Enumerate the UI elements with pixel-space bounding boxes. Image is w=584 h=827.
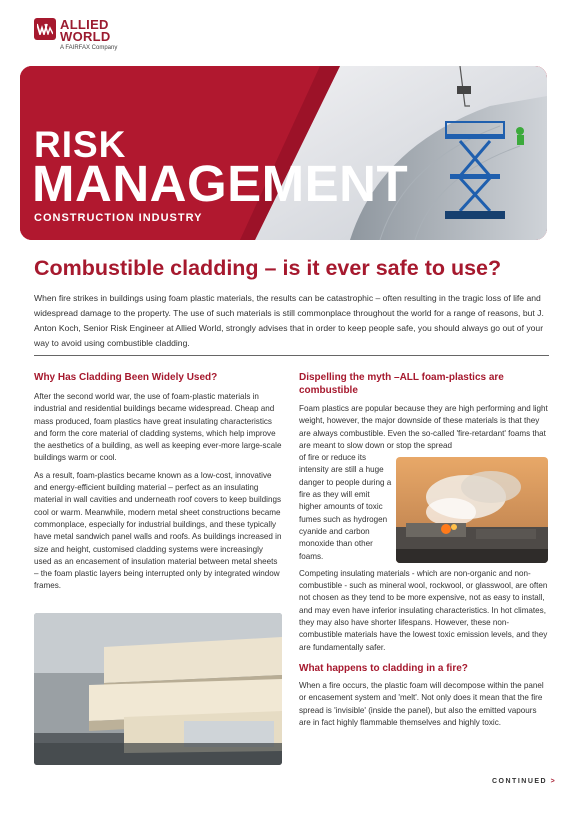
section-divider bbox=[34, 355, 549, 356]
banner-title-management: MANAGEMENT bbox=[32, 155, 409, 212]
logo-tagline: A FAIRFAX Company bbox=[60, 45, 118, 51]
right-paragraph-1b: of fire or reduce its intensity are still a huge danger to people during a fire as they will emit higher amounts of toxic fumes such as hydrogen cyanide and carbon monoxide than other foams. bbox=[299, 453, 392, 561]
left-column bbox=[34, 371, 282, 593]
allied-world-logo bbox=[34, 14, 164, 54]
insulation-panels-photo bbox=[34, 613, 282, 765]
article-intro: When fire strikes in buildings using foam plastic materials, the results can be catastrophic – often resulting in the tragic loss of life and widespread damage to the property. The use of such materials is still commonplace throughout the world for a range of reasons, but J. Anton Koch, Senior Risk Engineer at Allied World, strongly advises that in order to keep people safe, you should always go out of your way to avoid using combustible cladding. bbox=[34, 293, 544, 348]
banner-subtitle: CONSTRUCTION INDUSTRY bbox=[34, 212, 203, 224]
left-heading: Why Has Cladding Been Widely Used? bbox=[34, 372, 218, 383]
hero-banner bbox=[20, 66, 547, 240]
continued-link[interactable] bbox=[492, 778, 556, 785]
article-headline: Combustible cladding – is it ever safe to use? bbox=[34, 256, 502, 280]
banner-title-risk: RISK bbox=[34, 124, 127, 165]
logo-mark-icon bbox=[34, 18, 56, 40]
right-heading: Dispelling the myth –ALL foam-plastics are combustible bbox=[299, 372, 504, 396]
building-fire-photo bbox=[396, 457, 548, 563]
logo-line2: WORLD bbox=[60, 29, 111, 44]
right-heading-2: What happens to cladding in a fire? bbox=[299, 662, 468, 674]
right-paragraph-1a: Foam plastics are popular because they are high performing and light weight, however, the major downside of these materials is that they are always combustible. Even the so-called 'fire-retardant' foams that are meant to slow down or stop the spread bbox=[299, 404, 548, 450]
continued-label: CONTINUED bbox=[492, 778, 548, 785]
chevron-right-icon: > bbox=[550, 778, 557, 785]
right-paragraph-2: Competing insulating materials - which are non-organic and non-combustible - such as mineral wool, rockwool, or glasswool, are often not chosen as they tend to be more expensive, not as easy to install, and may even have inferior insulating characteristics. In hot climates, they may also have shorter lifespans. However, these non-combustible materials have the lowest toxic emission levels, and they are fundamentally safer. bbox=[299, 568, 548, 652]
left-paragraph-1: After the second world war, the use of foam-plastic materials in industrial and residential buildings became widespread. Cheap and mass produced, foam plastics have great insulating characteristics and form the core material of cladding systems, which help improve the aesthetics of a building, as well as keeping ever-more large-scale buildings warm or cool. bbox=[34, 392, 282, 463]
logo-line1: ALLIED bbox=[60, 17, 109, 32]
left-paragraph-2: As a result, foam-plastics became known as a low-cost, innovative and energy-efficient building material – perfect as an insulating material in wall cavities and underneath roof covers to keep buildings cool or warm. Meanwhile, modern metal sheet constructions became commonplace, especially for industrial buildings, and these typically have metal sandwich panel walls and roofs. As buildings increased in size and height, customised cladding systems were increasingly used as an encasement of insulation material between metal sheets – the foam plastic layers being interrupted only by integrated window frames. bbox=[34, 470, 282, 591]
right-paragraph-3: When a fire occurs, the plastic foam will decompose within the panel or encasement system and 'melt'. Not only does it mean that the fire spread is 'invisible' (inside the panel), but also the emitted vapours are in fact highly flammable themselves and highly toxic. bbox=[299, 680, 544, 727]
